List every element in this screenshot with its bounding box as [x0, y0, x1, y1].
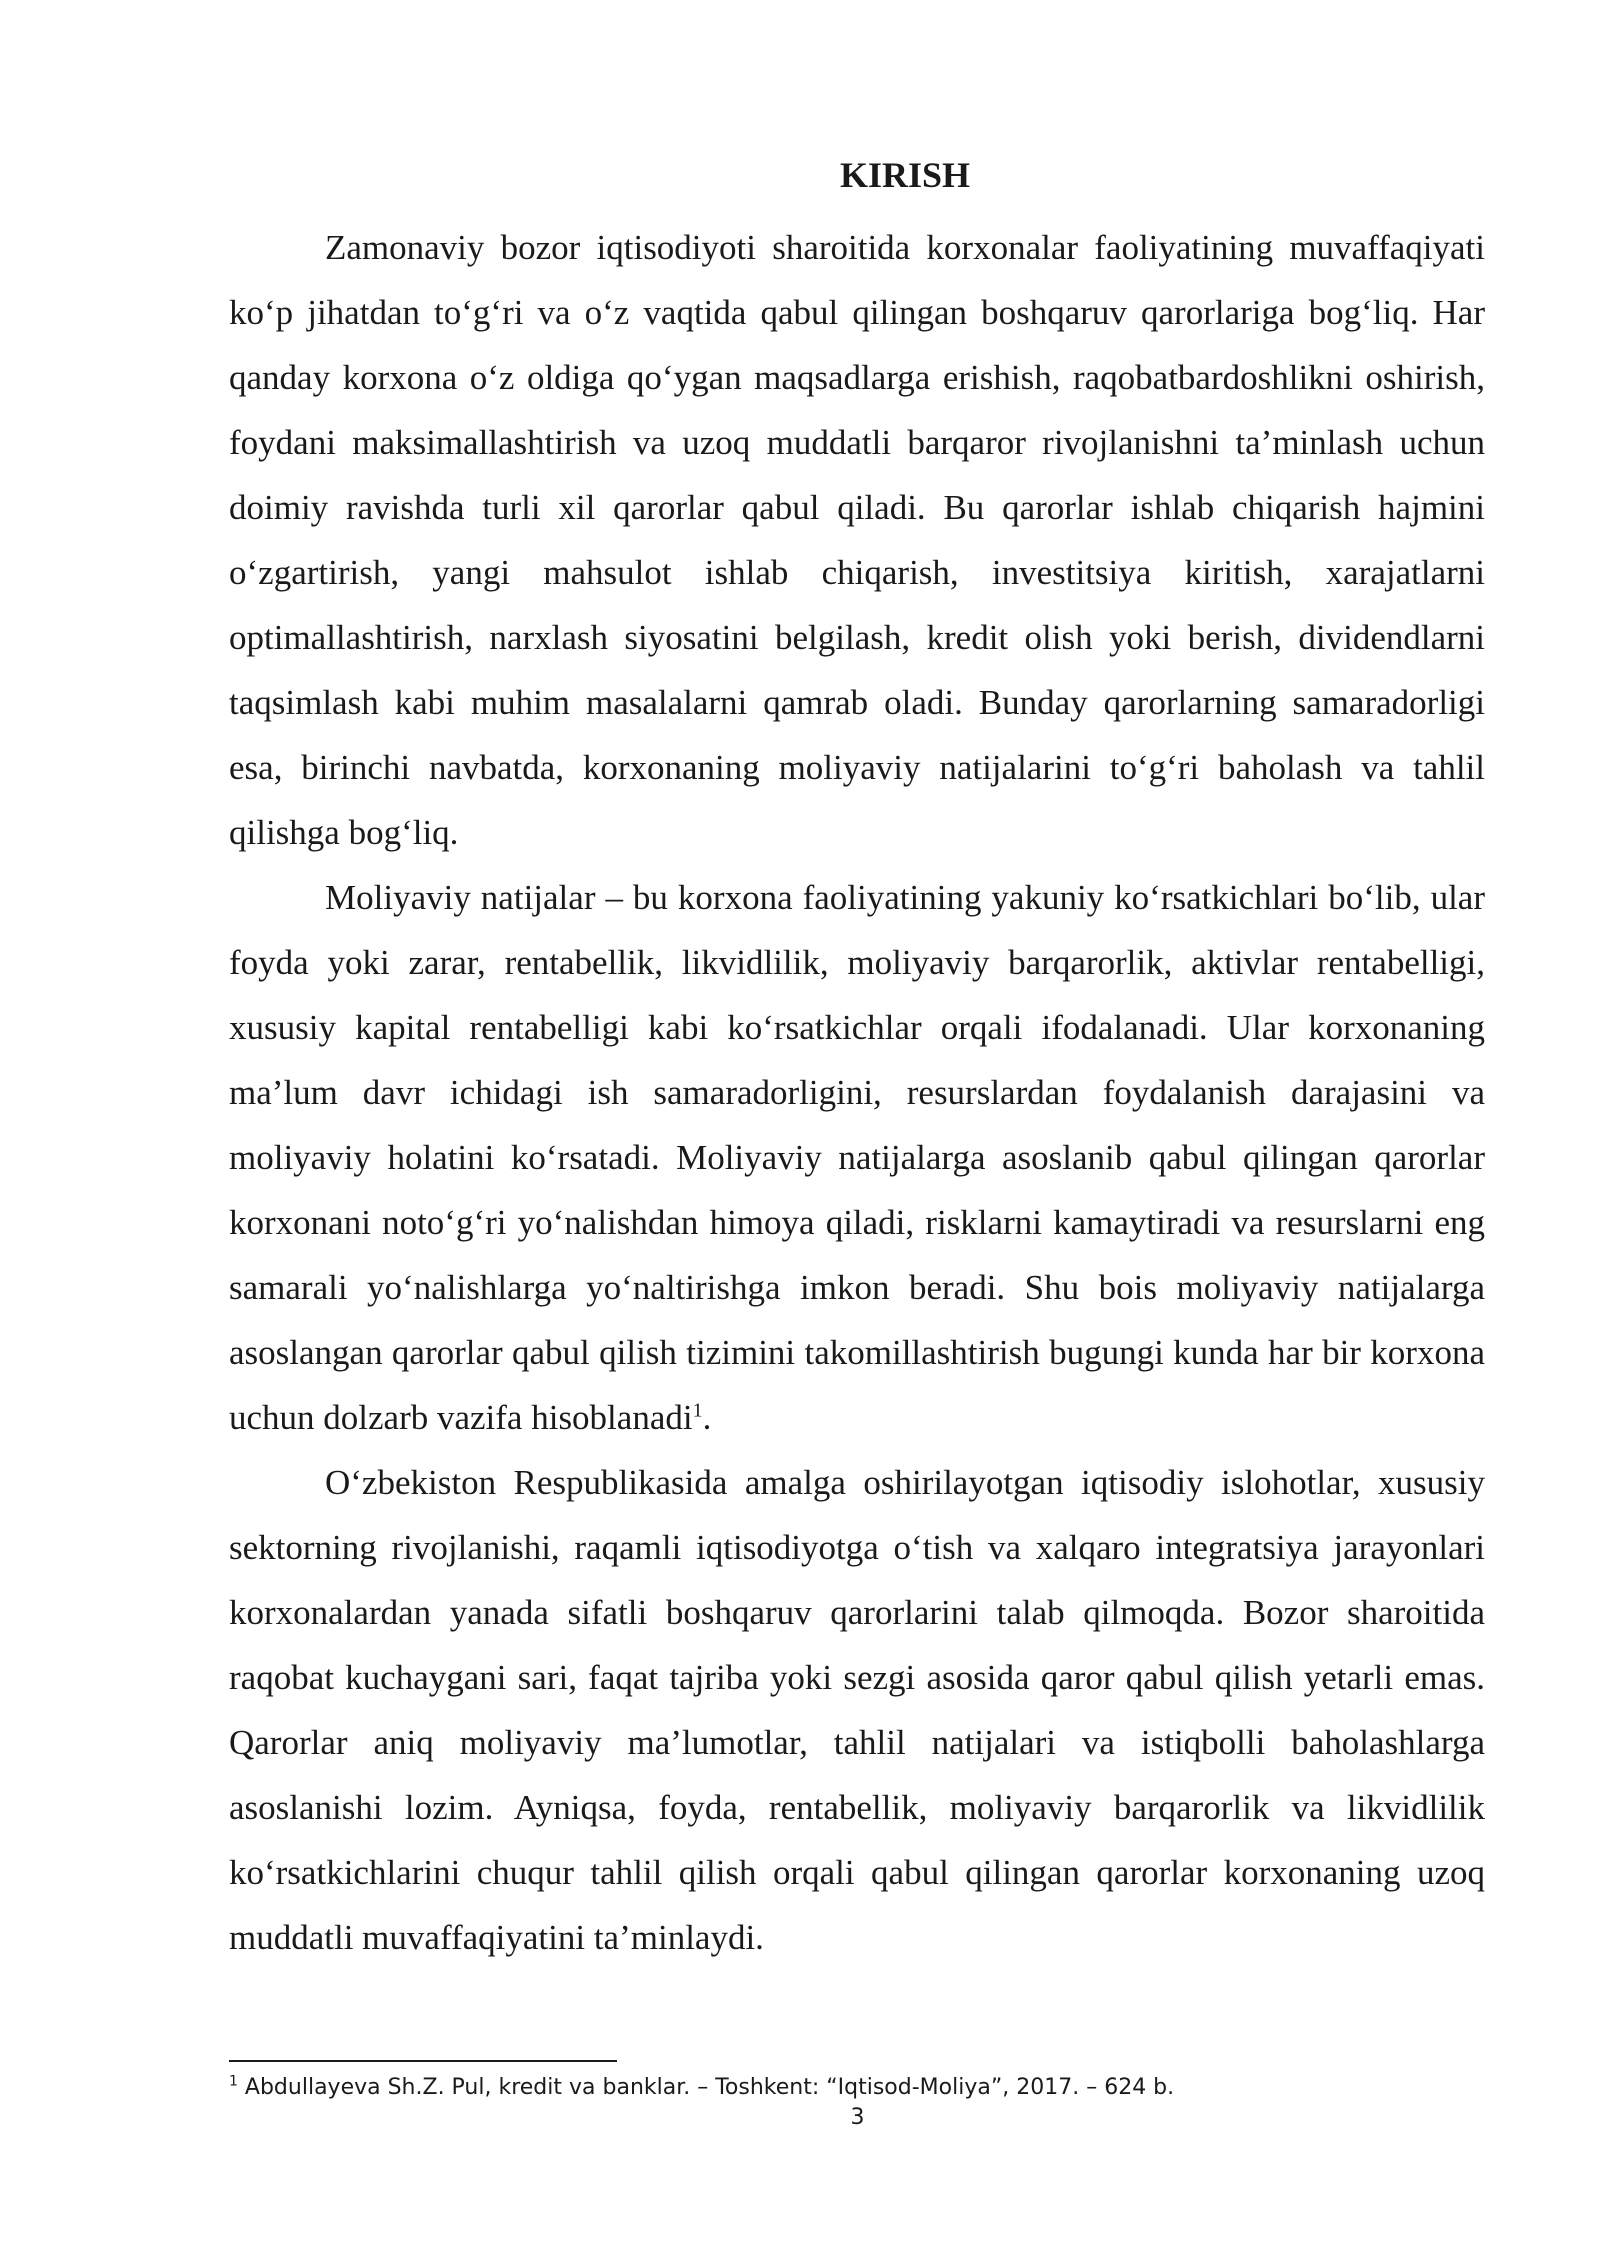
paragraph-2-end: .: [702, 1398, 712, 1437]
paragraph-1: [229, 215, 1485, 865]
paragraph-1-text: Zamonaviy bozor iqtisodiyoti sharoitida korxonalar faoliyatining muvaffaqiyati ko‘p jihatdan to‘g‘ri va o‘z vaqtida qabul qilingan boshqaruv qarorlariga bog‘liq. Har qanday korxona o‘z oldiga qo‘ygan maqsadlarga erishish, raqobatbardoshlikni oshirish, foydani maksimallashtirish va uzoq muddatli barqaror rivojlanishni ta’minlash uchun doimiy ravishda turli xil qarorlar qabul qiladi. Bu qarorlar ishlab chiqarish hajmini o‘zgartirish, yangi mahsulot ishlab chiqarish, investitsiya kiritish, xarajatlarni optimallashtirish, narxlash siyosatini belgilash, kredit olish yoki berish, dividendlarni taqsimlash kabi muhim masalalarni qamrab oladi. Bunday qarorlarning samaradorligi esa, birinchi navbatda, korxonaning moliyaviy natijalarini to‘g‘ri baholash va tahlil qilishga bog‘liq.: [229, 228, 1485, 852]
page-number: 3: [850, 2105, 865, 2130]
paragraph-2: [229, 865, 1485, 1450]
body-text: [229, 215, 1485, 1970]
paragraph-3: [229, 1450, 1485, 1970]
section-title: KIRISH: [839, 155, 971, 195]
paragraph-2-text: Moliyaviy natijalar – bu korxona faoliyatining yakuniy ko‘rsatkichlari bo‘lib, ular foyda yoki zarar, rentabellik, likvidlilik, moliyaviy barqarorlik, aktivlar rentabelligi, xususiy kapital rentabelligi kabi ko‘rsatkichlar orqali ifodalanadi. Ular korxonaning ma’lum davr ichidagi ish samaradorligini, resurslardan foydalanish darajasini va moliyaviy holatini ko‘rsatadi. Moliyaviy natijalarga asoslanib qabul qilingan qarorlar korxonani noto‘g‘ri yo‘nalishdan himoya qiladi, risklarni kamaytiradi va resurslarni eng samarali yo‘nalishlarga yo‘naltirishga imkon beradi. Shu bois moliyaviy natijalarga asoslangan qarorlar qabul qilish tizimini takomillashtirish bugungi kunda har bir korxona uchun dolzarb vazifa hisoblanadi: [229, 878, 1485, 1437]
paragraph-3-text: O‘zbekiston Respublikasida amalga oshirilayotgan iqtisodiy islohotlar, xususiy sektorning rivojlanishi, raqamli iqtisodiyotga o‘tish va xalqaro integratsiya jarayonlari korxonalardan yanada sifatli boshqaruv qarorlarini talab qilmoqda. Bozor sharoitida raqobat kuchaygani sari, faqat tajriba yoki sezgi asosida qaror qabul qilish yetarli emas. Qarorlar aniq moliyaviy ma’lumotlar, tahlil natijalari va istiqbolli baholashlarga asoslanishi lozim. Ayniqsa, foyda, rentabellik, moliyaviy barqarorlik va likvidlilik ko‘rsatkichlarini chuqur tahlil qilish orqali qabul qilingan qarorlar korxonaning uzoq muddatli muvaffaqiyatini ta’minlaydi.: [229, 1463, 1485, 1957]
footnote: [229, 2072, 1485, 2104]
footnote-separator: [229, 2060, 617, 2062]
footnote-marker: 1: [229, 2073, 238, 2090]
footnote-reference[interactable]: 1: [692, 1399, 703, 1422]
footnote-text: Abdullayeva Sh.Z. Pul, kredit va banklar. – Toshkent: “Iqtisod-Moliya”, 2017. – 624 b.: [237, 2075, 1175, 2100]
